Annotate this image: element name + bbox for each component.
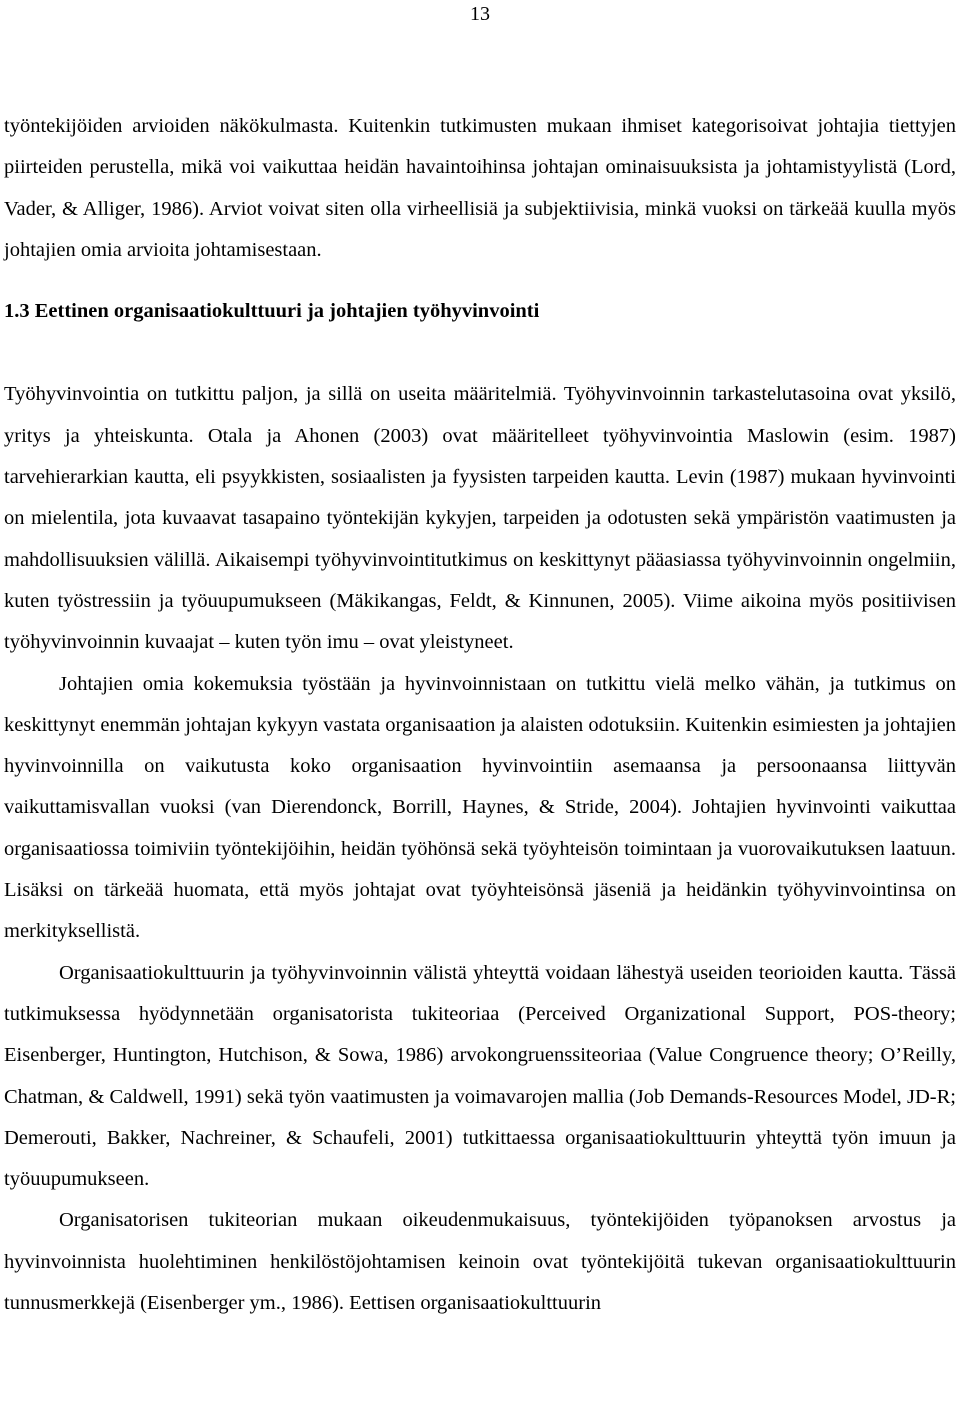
paragraph-support-theory: Organisatorisen tukiteorian mukaan oikeudenmukaisuus, työntekijöiden työpanoksen arvostus ja hyvinvoinnista huolehtiminen henkilöstöjohtamisen keinoin ovat työntekijöitä tukevan organisaatiokulttuurin tunnusmerkkejä (Eisenberger ym., 1986). Eettisen organisaatiokulttuurin bbox=[4, 1209, 956, 1315]
paragraph-theories: Organisaatiokulttuurin ja työhyvinvoinnin välistä yhteyttä voidaan lähestyä useiden teorioiden kautta. Tässä tutkimuksessa hyödynnetään organisatorista tukiteoriaa (Perceived Organizational Support, POS-theory; Eisenberger, Huntington, Hutchison, & Sowa, 1986) arvokongruenssiteoriaa (Value Congruence theory; O’Reilly, Chatman, & Caldwell, 1991) sekä työn vaatimusten ja voimavarojen mallia (Job Demands-Resources Model, JD-R; Demerouti, Bakker, Nachreiner, & Schaufeli, 2001) tutkittaessa organisaatiokulttuurin yhteyttä työn imuun ja työuupumukseen. bbox=[4, 961, 956, 1191]
section-heading: 1.3 Eettinen organisaatiokulttuuri ja johtajien työhyvinvointi bbox=[4, 300, 540, 323]
paragraph-leader-experiences: Johtajien omia kokemuksia työstään ja hyvinvoinnistaan on tutkittu vielä melko vähän, ja tutkimus on keskittynyt enemmän johtajan kykyyn vastata organisaation ja alaisten odotuksiin. Kuitenkin esimiesten ja johtajien hyvinvoinnilla on vaikutusta koko organisaation hyvinvointiin asemaansa ja persoonaansa liittyvän vaikuttamisvallan vuoksi (van Dierendonck, Borrill, Haynes, & Stride, 2004). Johtajien hyvinvointi vaikuttaa organisaatiossa toimiviin työntekijöihin, heidän työhönsä sekä työyhteisön toimintaan ja vuorovaikutuksen laatuun. Lisäksi on tärkeää huomata, että myös johtajat ovat työyhteisönsä jäseniä ja heidänkin työhyvinvointinsa on merkityksellistä. bbox=[4, 672, 956, 943]
paragraph-intro: työntekijöiden arvioiden näkökulmasta. Kuitenkin tutkimusten mukaan ihmiset kategorisoivat johtajia tiettyjen piirteiden perustella, mikä voi vaikuttaa heidän havaintoihinsa johtajan ominaisuuksista ja johtamistyylistä (Lord, Vader, & Alliger, 1986). Arviot voivat siten olla virheellisiä ja subjektiivisia, minkä vuoksi on tärkeää kuulla myös johtajien omia arvioita johtamisestaan. bbox=[4, 115, 956, 261]
document-body bbox=[4, 106, 956, 1324]
paragraph-wellbeing-definition: Työhyvinvointia on tutkittu paljon, ja sillä on useita määritelmiä. Työhyvinvoinnin tarkastelutasoina ovat yksilö, yritys ja yhteiskunta. Otala ja Ahonen (2003) ovat määritelleet työhyvinvointia Maslowin (esim. 1987) tarvehierarkian kautta, eli psyykkisten, sosiaalisten ja fyysisten tarpeiden kautta. Levin (1987) mukaan hyvinvointi on mielentila, jota kuvaavat tasapaino työntekijän kykyjen, tarpeiden ja odotusten sekä ympäristön vaatimusten ja mahdollisuuksien välillä. Aikaisempi työhyvinvointitutkimus on keskittynyt pääasiassa työhyvinvoinnin ongelmiin, kuten työstressiin ja työuupumukseen (Mäkikangas, Feldt, & Kinnunen, 2005). Viime aikoina myös positiivisen työhyvinvoinnin kuvaajat – kuten työn imu – ovat yleistyneet. bbox=[4, 383, 956, 654]
page-number: 13 bbox=[470, 3, 490, 25]
